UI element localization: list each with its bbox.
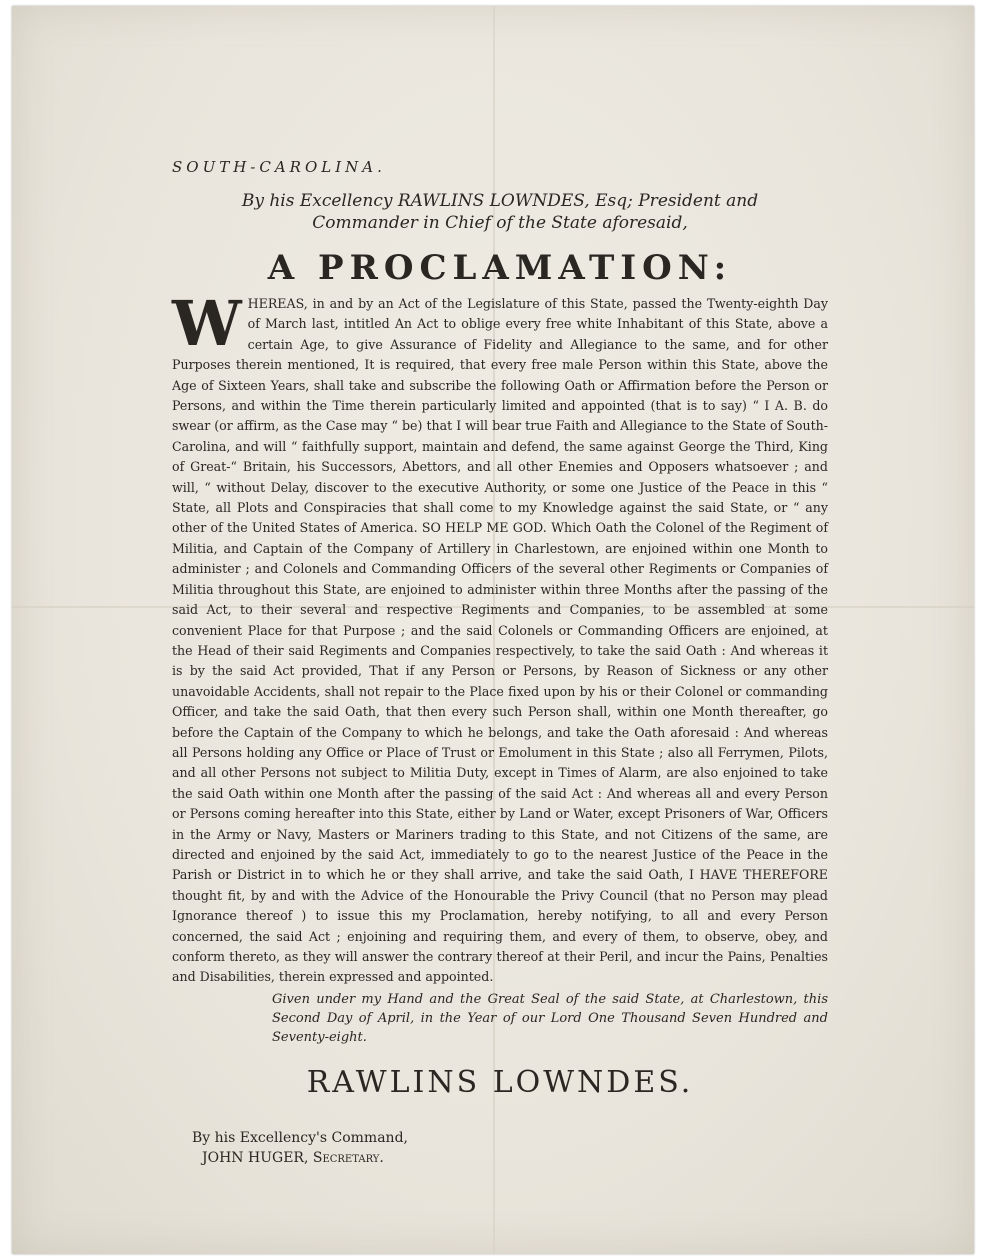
- proclamation-sheet: [12, 6, 974, 1254]
- byline: [172, 190, 828, 234]
- byline-line-1: By his Excellency RAWLINS LOWNDES, Esq; President and: [241, 191, 759, 211]
- drop-cap: W: [172, 287, 242, 360]
- state-heading: SOUTH-CAROLINA.: [172, 158, 386, 176]
- proclamation-title: A PROCLAMATION:: [267, 248, 733, 288]
- proclamation-text: [172, 158, 828, 1168]
- secretary-line: JOHN HUGER, Secretary.: [202, 1149, 384, 1166]
- body-text: HEREAS, in and by an Act of the Legislature of this State, passed the Twenty-eighth Day of March last, intitled An Act to oblige every free white Inhabitant of this State, above a certain Age, to give Assurance of Fidelity and Allegiance to the same, and for other Purposes therein mentioned, It is required, that every free male Person within this State, above the Age of Sixteen Years, shall take and subscribe the following Oath or Affirmation before the Person or Persons, and within the Time therein particularly limited and appointed (that is to say) “ I A. B. do swear (or affirm, as the Case may “ be) that I will bear true Faith and Allegiance to the State of South-Carolina, and will “ faithfully support, maintain and defend, the same against George the Third, King of Great-“ Britain, his Successors, Abettors, and all other Enemies and Opposers whatsoever ; and will, “ without Delay, discover to the executive Authority, or some one Justice of the Peace in this “ State, all Plots and Conspiracies that shall come to my Knowledge against the said State, or “ any other of the United States of America. SO HELP ME GOD. Which Oath the Colonel of the Regiment of Militia, and Captain of the Company of Artillery in Charlestown, are enjoined within one Month to administer ; and Colonels and Commanding Officers of the several other Regiments or Companies of Militia throughout this State, are enjoined to administer within three Months after the passing of the said Act, to their several and respective Regiments and Companies, to be assembled at some convenient Place for that Purpose ; and the said Colonels or Commanding Officers are enjoined, at the Head of their said Regiments and Companies respectively, to take the said Oath : And whereas it is by the said Act provided, That if any Person or Persons, by Reason of Sickness or any other unavoidable Accidents, shall not repair to the Place fixed upon by his or their Colonel or commanding Officer, and take the said Oath, that then every such Person shall, within one Month thereafter, go before the Captain of the Company to which he belongs, and take the Oath aforesaid : And whereas all Persons holding any Office or Place of Trust or Emolument in this State ; also all Ferrymen, Pilots, and all other Persons not subject to Militia Duty, except in Times of Alarm, are also enjoined to take the said Oath within one Month after the passing of the said Act : And whereas all and every Person or Persons coming hereafter into this State, either by Land or Water, except Prisoners of War, Officers in the Army or Navy, Masters or Mariners trading to this State, and not Citizens of the same, are directed and enjoined by the said Act, immediately to go to the nearest Justice of the Peace in the Parish or District in to which he or they shall arrive, and take the said Oath, I HAVE THEREFORE thought fit, by and with the Advice of the Honourable the Privy Council (that no Person may plead Ignorance thereof ) to issue this my Proclamation, hereby notifying, to all and every Person concerned, the said Act ; enjoining and requiring them, and every of them, to observe, obey, and conform thereto, as they will answer the contrary thereof at their Peril, and incur the Pains, Penalties and Disabilities, therein expressed and appointed.: [172, 296, 828, 985]
- command-line: By his Excellency's Command,: [192, 1129, 408, 1146]
- proclamation-body: [172, 287, 828, 988]
- given-under-hand: Given under my Hand and the Great Seal of the said State, at Charlestown, this Second Day of April, in the Year of our Lord One Thousand Seven Hundred and Seventy-eight.: [272, 991, 828, 1045]
- command-block: [192, 1128, 828, 1168]
- byline-line-2: Commander in Chief of the State aforesaid,: [312, 213, 688, 233]
- signature: RAWLINS LOWNDES.: [306, 1064, 694, 1100]
